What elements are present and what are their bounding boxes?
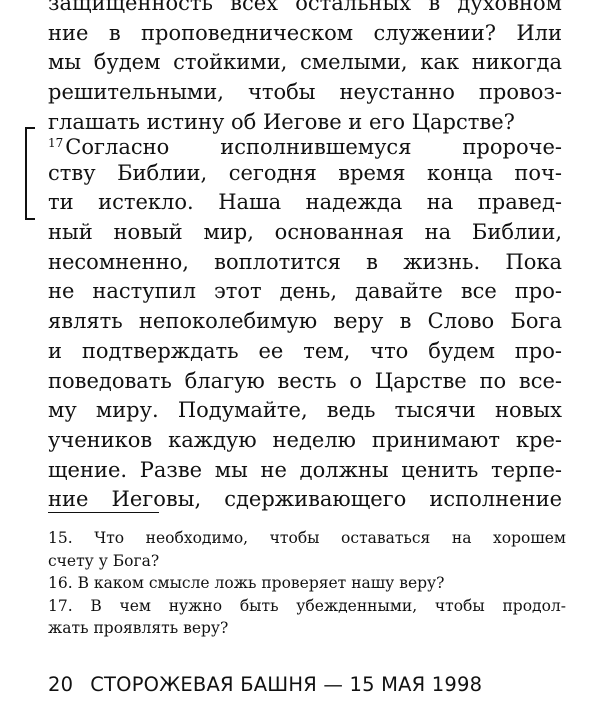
- text-line: не наступил этот день, давайте все про-: [48, 279, 562, 304]
- text-line: [48, 129, 562, 159]
- continued-paragraph: [48, 0, 562, 137]
- text-line: ти истекло. Наша надежда на правед-: [48, 190, 562, 215]
- paragraph-number: 17: [48, 136, 64, 150]
- question-17: 17. В чем нужно быть убежденными, чтобы продол-: [48, 596, 566, 615]
- text-line: являть непоколебимую веру в Слово Бога: [48, 309, 562, 334]
- question-15: 15. Что необходимо, чтобы оставаться на хорошем: [48, 529, 566, 547]
- margin-bracket-marker: [25, 127, 35, 220]
- question-17-continued: жать проявлять веру?: [48, 619, 229, 637]
- publication-title: СТОРОЖЕВАЯ БАШНЯ — 15 МАЯ 1998: [90, 673, 483, 696]
- question-16: 16. В каком смысле ложь проверяет нашу веру?: [48, 574, 445, 592]
- text-line: ству Библии, сегодня время конца поч-: [48, 160, 562, 185]
- text-line: несомненно, воплотится в жизнь. Пока: [48, 249, 562, 274]
- paragraph-first-line: Согласно исполнившемуся пророче-: [65, 135, 562, 159]
- text-line: поведовать благую весть о Царстве по все-: [48, 368, 562, 393]
- text-line: глашать истину об Иегове и его Царстве?: [48, 109, 515, 134]
- text-line: учеников каждую неделю принимают кре-: [48, 427, 562, 452]
- page-footer: [48, 671, 482, 699]
- text-line: щение. Разве мы не должны ценить терпе-: [48, 457, 562, 482]
- page-number: 20: [48, 673, 74, 696]
- footnote-divider: [48, 512, 159, 513]
- question-15-continued: счету у Бога?: [48, 551, 160, 570]
- text-line: решительными, чтобы неустанно провоз-: [48, 80, 562, 105]
- text-line: ный новый мир, основанная на Библии,: [48, 220, 562, 245]
- text-line: и подтверждать ее тем, что будем про-: [48, 338, 562, 363]
- text-line: ние Иеговы, сдерживающего исполнение: [48, 487, 562, 512]
- text-line: защищенность всех остальных в духовном: [48, 0, 562, 15]
- text-line: ние в проповедническом служении? Или: [48, 20, 562, 45]
- study-questions: [48, 527, 566, 640]
- paragraph-17: [48, 129, 562, 515]
- text-line: мы будем стойкими, смелыми, как никогда: [48, 50, 562, 75]
- text-line: му миру. Подумайте, ведь тысячи новых: [48, 398, 562, 423]
